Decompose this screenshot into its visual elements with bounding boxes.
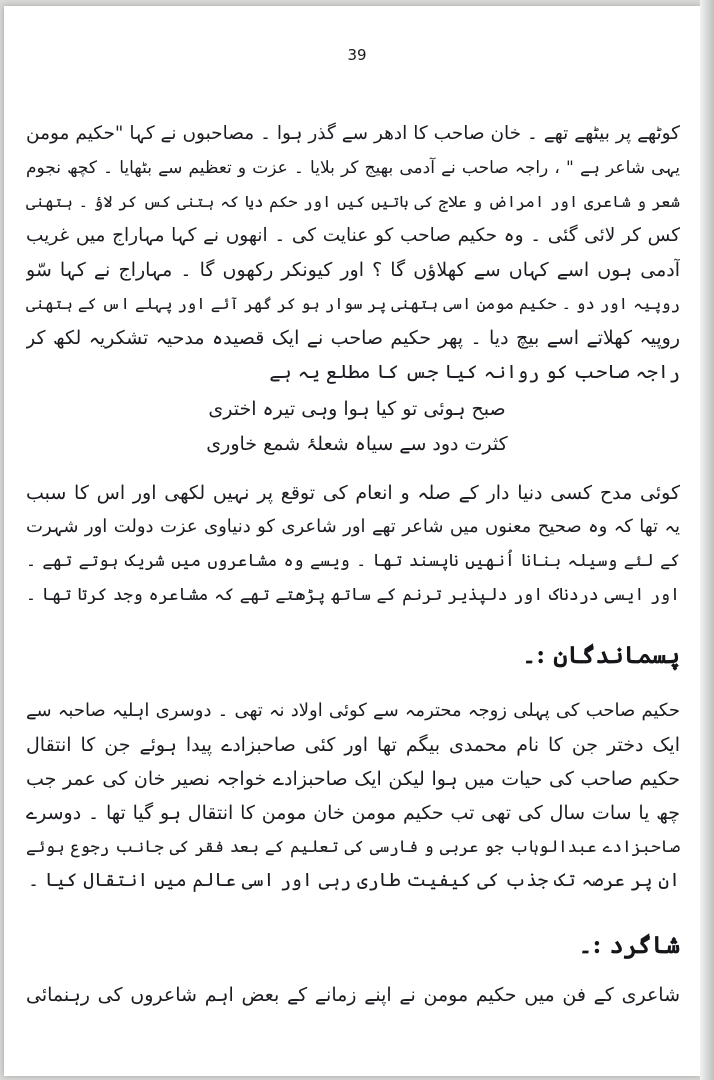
text-line: اور ایسی دردناک اور دلپذیر ترنم کے ساتھ پڑھتے تھے کہ مشاعرہ وجد کرتا تھا ۔	[26, 585, 680, 605]
text-line: کوٹھے پر بیٹھے تھے ۔ خان صاحب کا ادھر سے گذر ہوا ۔ مصاحبوں نے کہا "حکیم مومن	[26, 123, 680, 144]
text-line: یہ تھا کہ وہ صحیح معنوں میں شاعر تھے اور شاعری کو دنیاوی عزت دولت اور شہرت	[26, 516, 680, 537]
text-line: کے لئے وسیلہ بنانا اُنھیں ناپسند تھا ۔ ویسے وہ مشاعروں میں شریک ہوتے تھے ۔	[26, 551, 680, 571]
text-line: یہی شاعر ہے " ، راجہ صاحب نے آدمی بھیج کر بلایا ۔ عزت و تعظیم سے بٹھایا ۔ کچھ نجوم	[26, 158, 680, 178]
verse-line-2: کثرت دود سے سیاہ شعلۂ شمع خاوری	[206, 433, 508, 455]
text-line: روپیہ کھلاتے اسے بیچ دیا ۔ پھر حکیم صاحب نے ایک قصیدہ مدحیہ تشکریہ لکھ کر	[26, 327, 680, 349]
text-line: شاعری کے فن میں حکیم مومن نے اپنے زمانے کے بعض اہم شاعروں کی رہنمائی	[26, 984, 680, 1006]
text-line: چھ یا سات سال کی تھی تب حکیم مومن خان مومن کا انتقال ہو گیا تھا ۔ دوسرے	[26, 802, 680, 824]
text-line: کوئی مدح کسی دنیا دار کے صلہ و انعام کی توقع پر نہیں لکھی اور اس کا سبب	[26, 482, 680, 504]
text-line: ایک دختر جن کا نام محمدی بیگم تھا اور کئی صاحبزادے پیدا ہوئے جن کا انتقال	[26, 734, 680, 756]
verse-line-1: صبح ہوئی تو کیا ہوا وہی تیرہ اختری	[208, 398, 506, 420]
page-edge	[700, 0, 714, 1080]
text-line: ان پر عرصہ تک جذب کی کیفیت طاری رہی اور اسی عالم میں انتقال کیا ۔	[28, 870, 680, 891]
text-line: حکیم صاحب کی حیات میں ہوا لیکن ایک صاحبزادے خواجہ نصیر خان کی عمر جب	[26, 768, 680, 790]
section-heading-disciples: شاگرد :۔	[578, 930, 680, 959]
text-line: روپیہ اور دو ۔ حکیم مومن اسی ہتھنی پر سوار ہو کر گھر آئے اور پہلے اس کے ہتھنی	[26, 294, 680, 313]
section-heading-survivors: پسماندگان :۔	[522, 640, 680, 669]
text-line: کس کر لائی گئی ۔ وہ حکیم صاحب کو عنایت کی ۔ انھوں نے کہا مہاراج میں غریب	[26, 225, 680, 246]
text-line: صاحبزادے عبدالوہاب جو عربی و فارسی کی تعلیم کے بعد فقر کی جانب رجوع ہوئے	[26, 837, 680, 856]
text-line: شعر و شاعری اور امراض و علاج کی باتیں کیں اور حکم دیا کہ ہتنی کس کر لاؤ ۔ ہتھنی	[26, 192, 680, 211]
text-line: راجہ صاحب کو روانہ کیا جس کا مطلع یہ ہے	[269, 361, 680, 383]
text-line: حکیم صاحب کی پہلی زوجہ محترمہ سے کوئی اولاد نہ تھی ۔ دوسری اہلیہ صاحبہ سے	[26, 700, 680, 721]
page-number: 39	[347, 46, 367, 64]
text-line: آدمی ہوں اسے کہاں سے کھلاؤں گا ؟ اور کیونکر رکھوں گا ۔ مہاراج نے کہا سّو	[26, 259, 680, 281]
